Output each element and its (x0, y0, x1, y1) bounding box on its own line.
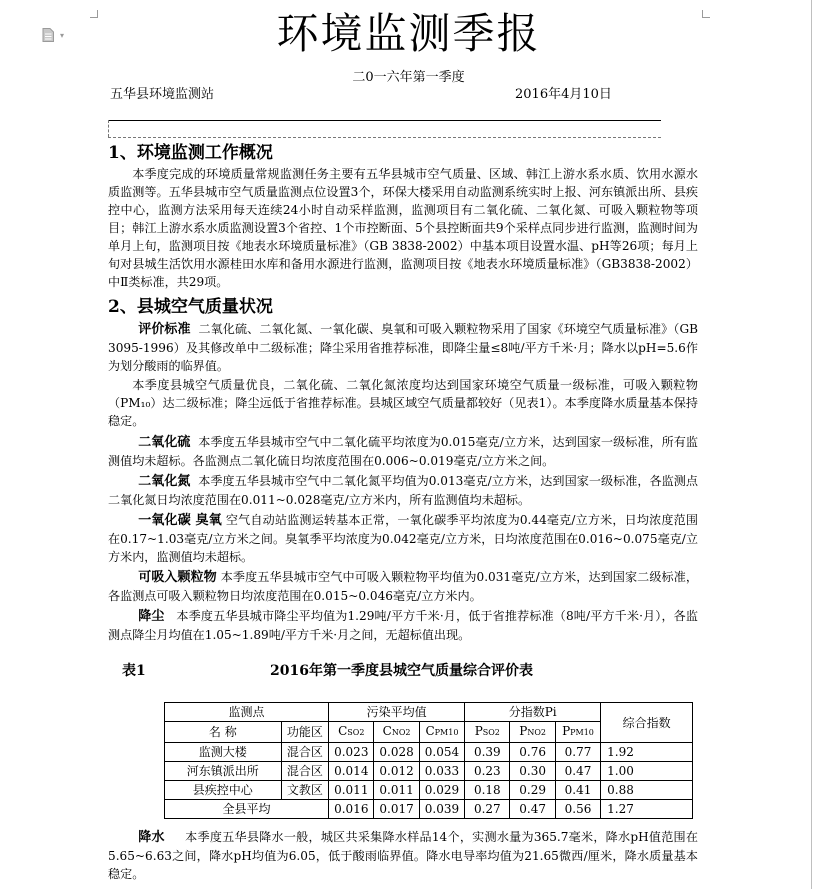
cell-p-no2: 0.76 (510, 743, 555, 762)
cell-c-no2: 0.028 (374, 743, 419, 762)
cell-name: 河东镇派出所 (165, 762, 282, 781)
document-title: 环境监测季报 (276, 9, 541, 58)
document-subtitle: 二0一六年第一季度 (352, 70, 465, 85)
header-p-pm10: PPM10 (555, 722, 600, 743)
cell-c-pm10: 0.039 (419, 800, 464, 819)
cell-p-so2: 0.27 (465, 800, 510, 819)
header-p-so2: PSO2 (465, 722, 510, 743)
header-composite-index: 综合指数 (601, 703, 693, 743)
section1-paragraph: 本季度完成的环境质量常规监测任务主要有五华县城市空气质量、区域、韩江上游水系水质、饮用水源水质监测等。五华县城市空气质量监测点位设置3个，环保大楼采用自动监测系统实时上报、河东镇派出所、县疾控中心，监测方法采用每天连续24小时自动采样监测，监测项目有二氧化硫、二氧化氮、可吸入颗粒物等项目；韩江上游水系水质监测设置3个省控、1个市控断面、5个县控断面共9个采样点同步进行监测，监测时间为单月上旬，监测项目按《地表水环境质量标准》（GB 3838-2002）中基本项目设置水温、pH等26项；每月上旬对县城生活饮用水源桂田水库和备用水源进行监测，监测项目按《地表水环境质量标准》（GB3838-2002）中Ⅱ类标准，共29项。 (108, 167, 698, 289)
issuing-organization: 五华县环境监测站 (110, 87, 215, 102)
header-dashed-rule (108, 137, 661, 138)
pm10-paragraph (108, 568, 698, 605)
dust-paragraph (108, 607, 698, 644)
cell-p-pm10: 0.41 (555, 781, 600, 800)
air-summary-paragraph: 本季度县城空气质量优良，二氧化硫、二氧化氮浓度均达到国家环境空气质量一级标准，可吸入颗粒物（PM₁₀）达二级标准；降尘远低于省推荐标准。县城区域空气质量都较好（见表1）。本季度降水质量基本保持稳定。 (108, 378, 698, 428)
no2-paragraph (108, 472, 698, 509)
so2-text: 本季度五华县城市空气中二氧化硫平均浓度为0.015毫克/立方米，达到国家一级标准，所有监测值均未超标。各监测点二氧化硫日均浓度范围在0.006~0.019毫克/立方米之间。 (108, 435, 698, 468)
header-zone: 功能区 (281, 722, 329, 743)
header-name: 名 称 (165, 722, 282, 743)
header-c-no2: CNO2 (374, 722, 419, 743)
header-c-pm10: CPM10 (419, 722, 464, 743)
cell-total: 0.88 (601, 781, 693, 800)
table-row (165, 743, 693, 762)
cell-p-so2: 0.39 (465, 743, 510, 762)
dust-label: 降尘 (138, 609, 165, 624)
section2-heading: 2、县城空气质量状况 (108, 297, 273, 317)
eval-standard-text: 二氧化硫、二氧化氮、一氧化碳、臭氧和可吸入颗粒物采用了国家《环境空气质量标准》（GB 3095-1996）及其修改单中二级标准；降尘采用省推荐标准，即降尘量≤8吨/平方千米·月；降水以pH=5.6作为划分酸雨的临界值。 (108, 322, 698, 373)
header-dashed-rule-edge (108, 120, 109, 137)
cell-c-no2: 0.011 (374, 781, 419, 800)
cell-c-no2: 0.012 (374, 762, 419, 781)
so2-label: 二氧化硫 (138, 435, 191, 450)
issue-date: 2016年4月10日 (515, 87, 612, 102)
header-sub-index: 分指数Pi (465, 703, 601, 722)
cell-total: 1.92 (601, 743, 693, 762)
cell-c-no2: 0.017 (374, 800, 419, 819)
rain-label: 降水 (138, 830, 165, 845)
cell-p-pm10: 0.47 (555, 762, 600, 781)
header-p-no2: PNO2 (510, 722, 555, 743)
cell-c-so2: 0.016 (329, 800, 374, 819)
rain-text: 本季度五华县降水一般，城区共采集降水样品14个，实测水量为365.7毫米，降水pH值范围在5.65~6.63之间，降水pH均值为6.05，低于酸雨临界值。降水电导率均值为21.65微西/厘米，降水质量基本稳定。 (108, 830, 698, 881)
cell-p-no2: 0.29 (510, 781, 555, 800)
header-c-so2: CSO2 (329, 722, 374, 743)
cell-c-pm10: 0.033 (419, 762, 464, 781)
eval-standard-paragraph (108, 320, 698, 375)
co-o3-paragraph (108, 511, 698, 566)
header-rule (108, 120, 661, 121)
cell-c-pm10: 0.029 (419, 781, 464, 800)
cell-name: 县疾控中心 (165, 781, 282, 800)
cell-c-so2: 0.014 (329, 762, 374, 781)
cell-c-so2: 0.023 (329, 743, 374, 762)
cell-name: 监测大楼 (165, 743, 282, 762)
table-header-row (165, 703, 693, 722)
cell-p-no2: 0.30 (510, 762, 555, 781)
cell-total: 1.00 (601, 762, 693, 781)
so2-paragraph (108, 433, 698, 470)
dust-text: 本季度五华县城市降尘平均值为1.29吨/平方千米·月，低于省推荐标准（8吨/平方千米·月），各监测点降尘月均值在1.05~1.89吨/平方千米·月之间，无超标值出现。 (108, 609, 698, 642)
cell-p-so2: 0.23 (465, 762, 510, 781)
co-o3-text: 空气自动站监测运转基本正常，一氧化碳季平均浓度为0.44毫克/立方米，日均浓度范围在0.17~1.03毫克/立方米之间。臭氧季平均浓度为0.042毫克/立方米，日均浓度范围在0.016~0.075毫克/立方米内，监测值均未超标。 (108, 513, 698, 564)
pm10-text: 本季度五华县城市空气中可吸入颗粒物平均值为0.031毫克/立方米，达到国家二级标准，各监测点可吸入颗粒物日均浓度范围在0.015~0.046毫克/立方米内。 (108, 570, 698, 603)
page-edge-line (811, 0, 812, 889)
cell-c-so2: 0.011 (329, 781, 374, 800)
cell-zone: 混合区 (281, 762, 329, 781)
no2-text: 本季度五华县城市空气中二氧化氮平均值为0.013毫克/立方米，达到国家一级标准，各监测点二氧化氮日均浓度范围在0.011~0.028毫克/立方米内，所有监测值均未超标。 (108, 474, 698, 507)
header-average: 污染平均值 (329, 703, 465, 722)
table-average-row (165, 800, 693, 819)
cell-p-pm10: 0.56 (555, 800, 600, 819)
eval-standard-label: 评价标准 (138, 322, 191, 337)
cell-c-pm10: 0.054 (419, 743, 464, 762)
co-o3-label: 一氧化碳 臭氧 (138, 513, 222, 528)
cell-zone: 文教区 (281, 781, 329, 800)
rain-paragraph (108, 828, 698, 883)
dropdown-arrow-icon[interactable]: ▾ (60, 31, 65, 40)
header-station: 监测点 (165, 703, 329, 722)
section1-heading: 1、环境监测工作概况 (108, 143, 273, 163)
cell-total: 1.27 (601, 800, 693, 819)
cell-zone: 混合区 (281, 743, 329, 762)
table-label: 表1 (122, 663, 146, 679)
cell-p-pm10: 0.77 (555, 743, 600, 762)
table-caption: 2016年第一季度县城空气质量综合评价表 (270, 663, 533, 679)
air-quality-table (164, 702, 693, 819)
pm10-label: 可吸入颗粒物 (138, 570, 217, 585)
cell-p-so2: 0.18 (465, 781, 510, 800)
table-row (165, 762, 693, 781)
cell-name: 全县平均 (165, 800, 329, 819)
table-row (165, 781, 693, 800)
no2-label: 二氧化氮 (138, 474, 191, 489)
cell-p-no2: 0.47 (510, 800, 555, 819)
